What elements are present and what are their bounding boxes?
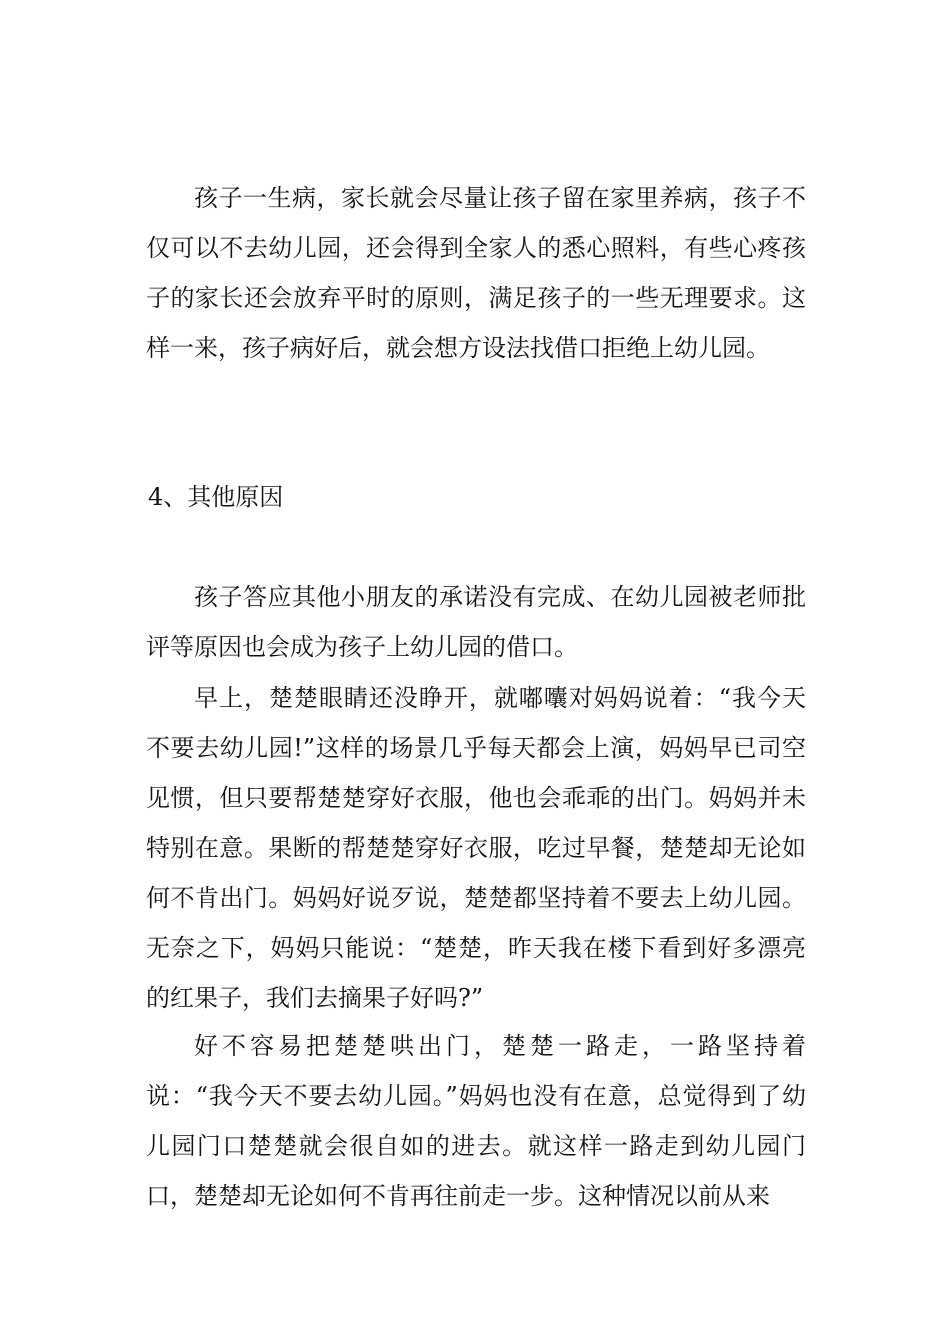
- paragraph-chuchu-morning: 早上，楚楚眼睛还没睁开，就嘟囔对妈妈说着：“我今天不要去幼儿园!”这样的场景几乎每天都会上演，妈妈早已司空见惯，但只要帮楚楚穿好衣服，他也会乖乖的出门。妈妈并未特别在意。果断的帮楚楚穿好衣服，吃过早餐，楚楚却无论如何不肯出门。妈妈好说歹说，楚楚都坚持着不要去上幼儿园。无奈之下，妈妈只能说：“楚楚，昨天我在楼下看到好多漂亮的红果子，我们去摘果子好吗?”: [146, 684, 806, 1012]
- paragraph-chuchu-walk: 好不容易把楚楚哄出门，楚楚一路走，一路坚持着说：“我今天不要去幼儿园。”妈妈也没有在意，总觉得到了幼儿园门口楚楚就会很自如的进去。就这样一路走到幼儿园门口，楚楚却无论如何不肯再往前走一步。这种情况以前从来: [146, 1032, 806, 1210]
- paragraph-illness-excuse: 孩子一生病，家长就会尽量让孩子留在家里养病，孩子不仅可以不去幼儿园，还会得到全家人的悉心照料，有些心疼孩子的家长还会放弃平时的原则，满足孩子的一些无理要求。这样一来，孩子病好后，就会想方设法找借口拒绝上幼儿园。: [146, 184, 806, 362]
- paragraph-other-reasons: 孩子答应其他小朋友的承诺没有完成、在幼儿园被老师批评等原因也会成为孩子上幼儿园的借口。: [146, 583, 806, 661]
- section-heading-other-reasons: 4、其他原因: [148, 483, 284, 511]
